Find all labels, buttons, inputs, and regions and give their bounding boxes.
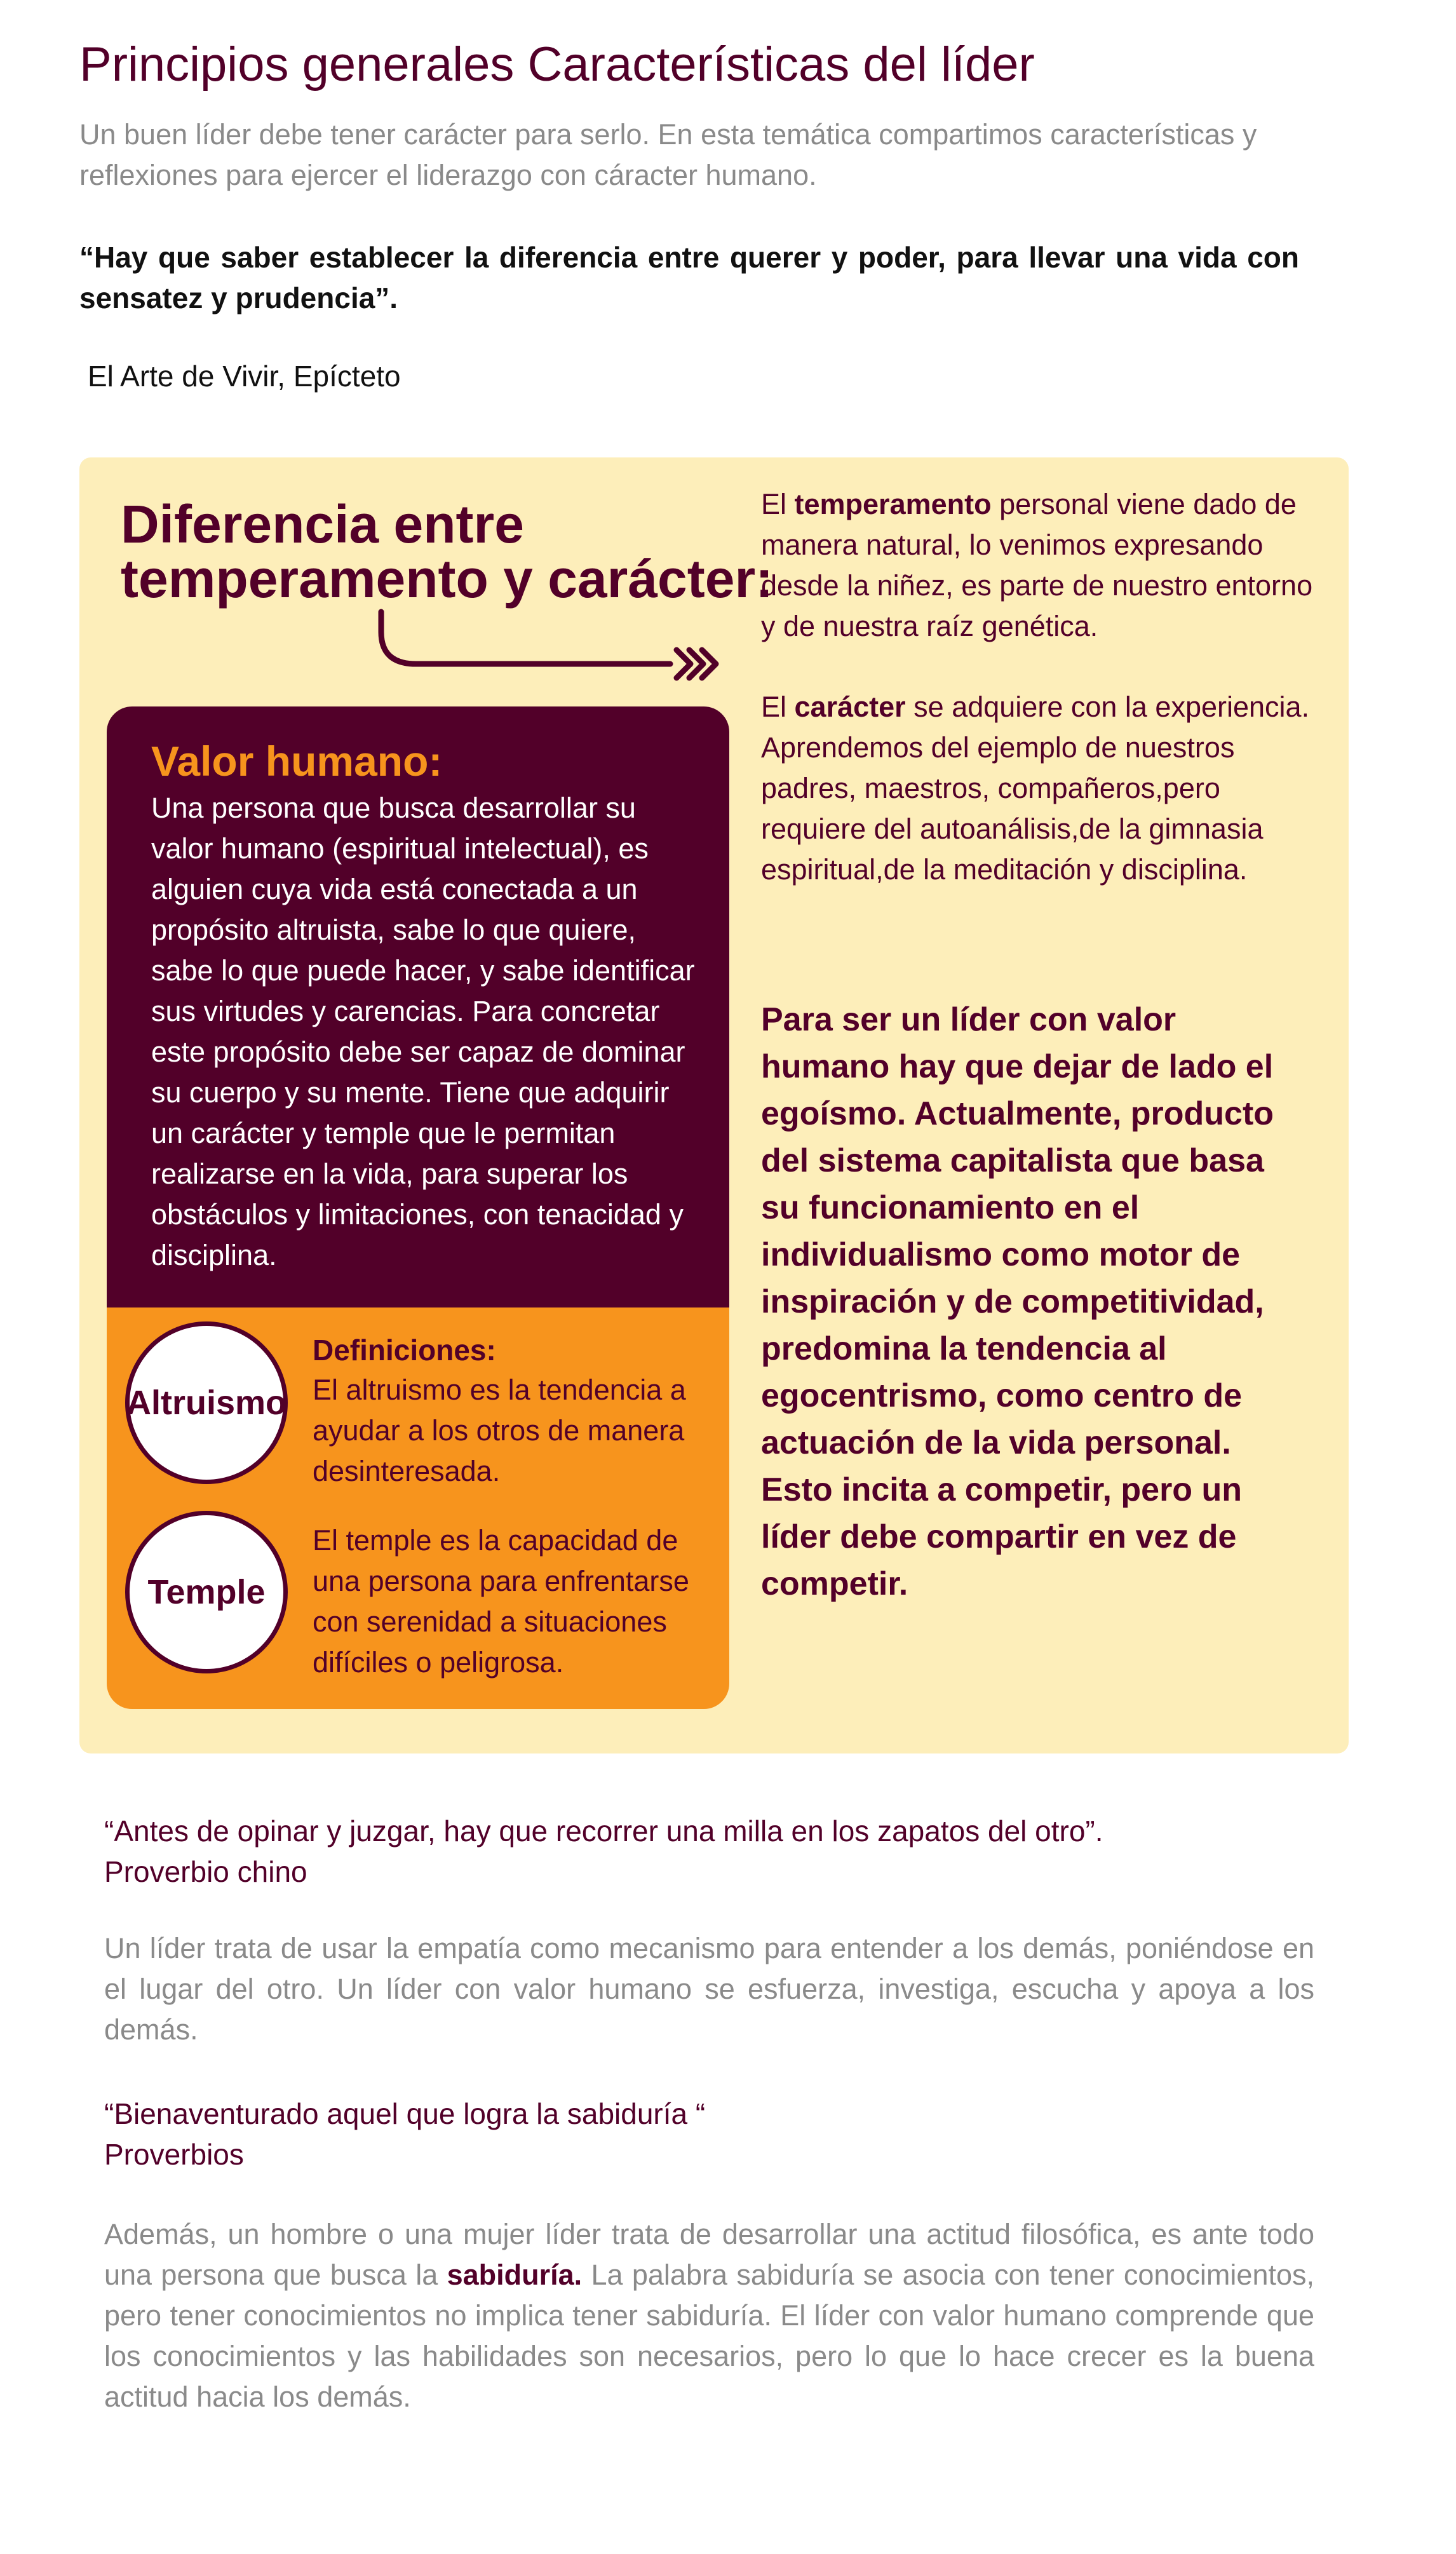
proverbio-chino-text: “Antes de opinar y juzgar, hay que recorrer una milla en los zapatos del otro”.: [104, 1814, 1103, 1848]
sabiduria-pre: Además, un hombre o una mujer líder trata de desarrollar una actitud filosófica, es ante todo una persona que busca la: [104, 2218, 1314, 2291]
lider-paragraph: Para ser un líder con valor humano hay que dejar de lado el egoísmo. Actualmente, producto del sistema capitalista que basa su funcionamiento en el individualismo como motor de inspiración y de competitividad, predomina la tendencia al egocentrismo, como centro de actuación de la vida personal. Esto incita a competir, pero un líder debe compartir en vez de competir.: [761, 1001, 1274, 1602]
temperamento-term: temperamento: [794, 488, 992, 520]
temperamento-post: personal viene dado de manera natural, lo venimos expresando desde la niñez, es parte de nuestro entorno y de nuestra raíz genética.: [761, 488, 1313, 642]
temperamento-pre: El: [761, 488, 795, 520]
panel-heading-line1: Diferencia entre: [121, 494, 524, 554]
definitions-heading: Definiciones:: [313, 1334, 496, 1367]
sabiduria-term: sabiduría.: [447, 2259, 583, 2291]
caracter-paragraph: [761, 687, 1320, 890]
caracter-post: se adquiere con la experiencia. Aprendemos del ejemplo de nuestros padres, maestros, compañeros,pero requiere del autoanálisis,de la gimnasia espiritual,de la meditación y disciplina.: [761, 691, 1310, 886]
epicteto-quote: “Hay que saber establecer la diferencia entre querer y poder, para llevar una vida con sensatez y prudencia”.: [79, 241, 1299, 314]
sabiduria-post: La palabra sabiduría se asocia con tener conocimientos, pero tener conocimientos no implica tener sabiduría. El líder con valor humano comprende que los conocimientos y las habilidades son necesarios, pero lo que lo hace crecer es la buena actitud hacia los demás.: [104, 2259, 1315, 2413]
empatia-paragraph: Un líder trata de usar la empatía como mecanismo para entender a los demás, poniéndose en el lugar del otro. Un líder con valor humano se esfuerza, investiga, escucha y apoya a los demás.: [104, 1932, 1314, 2046]
panel-heading: [121, 494, 774, 609]
panel-heading-line2: temperamento y carácter:: [121, 549, 774, 609]
altruismo-definition: El altruismo es la tendencia a ayudar a los otros de manera desinteresada.: [313, 1374, 686, 1487]
proverbio-chino-quote: [104, 1811, 1343, 1892]
valor-humano-body: Una persona que busca desarrollar su valor humano (espiritual intelectual), es alguien cuya vida está conectada a un propósito altruista, sabe lo que quiere, sabe lo que puede hacer, y sabe identificar sus virtudes y carencias. Para concretar este propósito debe ser capaz de dominar su cuerpo y su mente. Tiene que adquirir un carácter y temple que le permitan realizarse en la vida, para superar los obstáculos y limitaciones, con tenacidad y disciplina.: [151, 792, 695, 1271]
temple-badge: Temple: [125, 1511, 288, 1673]
curved-arrow-right-icon: [372, 607, 727, 683]
intro-paragraph: Un buen líder debe tener carácter para serlo. En esta temática compartimos características y reflexiones para ejercer el liderazgo con cáracter humano.: [79, 118, 1257, 191]
valor-humano-title: Valor humano:: [151, 738, 443, 785]
proverbio-chino-source: Proverbio chino: [104, 1855, 307, 1888]
epicteto-quote-source: El Arte de Vivir, Epícteto: [88, 360, 401, 393]
temple-definition: El temple es la capacidad de una persona para enfrentarse con serenidad a situaciones difíciles o peligrosa.: [313, 1524, 689, 1679]
proverbios-quote: [104, 2093, 1343, 2175]
proverbios-source: Proverbios: [104, 2138, 244, 2171]
temperamento-paragraph: [761, 484, 1320, 647]
altruismo-badge: Altruismo: [125, 1321, 288, 1484]
caracter-pre: El: [761, 691, 795, 723]
proverbios-text: “Bienaventurado aquel que logra la sabiduría “: [104, 2097, 706, 2130]
caracter-term: carácter: [794, 691, 906, 723]
sabiduria-paragraph: [104, 2214, 1314, 2417]
page-title: Principios generales Características del líder: [79, 37, 1035, 91]
